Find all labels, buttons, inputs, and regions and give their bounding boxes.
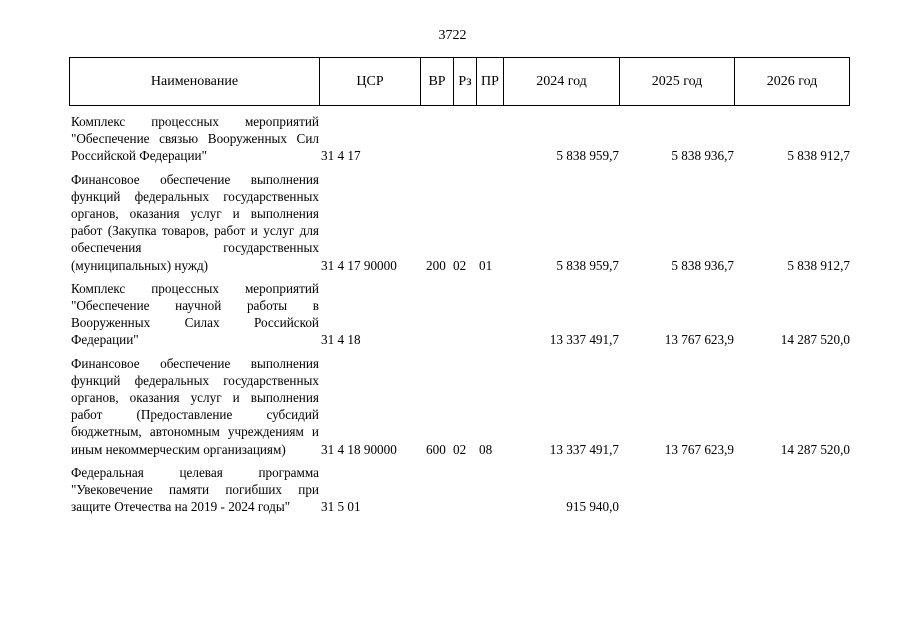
row-vr: 200 <box>426 257 446 273</box>
row-2025: 13 767 623,9 <box>664 332 734 348</box>
row-2026: 14 287 520,0 <box>780 332 850 348</box>
table-row <box>69 464 850 516</box>
row-2025: 5 838 936,7 <box>671 148 734 164</box>
row-rz: 02 <box>453 441 467 457</box>
table-row <box>69 113 850 165</box>
row-2024: 5 838 959,7 <box>556 257 619 273</box>
row-2026: 14 287 520,0 <box>780 441 850 457</box>
row-2026: 5 838 912,7 <box>787 148 850 164</box>
header-2026: 2026 год <box>766 73 818 89</box>
page-number: 3722 <box>438 28 467 43</box>
row-2024: 5 838 959,7 <box>556 148 619 164</box>
row-rz: 02 <box>453 257 467 273</box>
row-2024: 13 337 491,7 <box>549 332 619 348</box>
row-name: Комплекс процессных мероприятий "Обеспечение научной работы в Вооруженных Силах Российской Федерации" <box>71 280 319 348</box>
row-vr: 600 <box>426 441 446 457</box>
header-rz: Рз <box>454 58 477 105</box>
row-csr: 31 5 01 <box>321 499 361 515</box>
table-body <box>69 113 850 521</box>
header-vr: ВР <box>421 58 454 105</box>
row-csr: 31 4 18 <box>321 332 361 348</box>
row-name: Комплекс процессных мероприятий "Обеспечение связью Вооруженных Сил Российской Федерации" <box>71 114 319 164</box>
table-row <box>69 171 850 274</box>
row-pr: 08 <box>479 441 493 457</box>
row-2026: 5 838 912,7 <box>787 257 850 273</box>
header-pr: ПР <box>477 58 504 105</box>
table-row <box>69 280 850 349</box>
row-pr: 01 <box>479 257 493 273</box>
row-2025: 5 838 936,7 <box>671 257 734 273</box>
row-csr: 31 4 17 <box>321 148 361 164</box>
row-name: Финансовое обеспечение выполнения функций федеральных государственных органов, оказания услуг и выполнения работ (Закупка товаров, работ и услуг для обеспечения государственных (муниципальных) нужд) <box>71 171 319 273</box>
table-row <box>69 355 850 458</box>
row-2024: 915 940,0 <box>566 499 619 515</box>
row-2024: 13 337 491,7 <box>549 441 619 457</box>
header-name: Наименование <box>70 58 320 105</box>
table-header <box>69 57 850 106</box>
row-csr: 31 4 18 90000 <box>321 441 397 457</box>
row-csr: 31 4 17 90000 <box>321 257 397 273</box>
header-2025: 2025 год <box>620 58 735 105</box>
row-2025: 13 767 623,9 <box>664 441 734 457</box>
row-name: Федеральная целевая программа "Увековечение памяти погибших при защите Отечества на 2019 - 2024 годы" <box>71 464 319 515</box>
header-2024: 2024 год <box>504 58 620 105</box>
header-csr: ЦСР <box>320 58 421 105</box>
row-name: Финансовое обеспечение выполнения функций федеральных государственных органов, оказания услуг и выполнения работ (Предоставление субсидий бюджетным, автономным учреждениям и иным некоммерческим организациям) <box>71 355 319 457</box>
